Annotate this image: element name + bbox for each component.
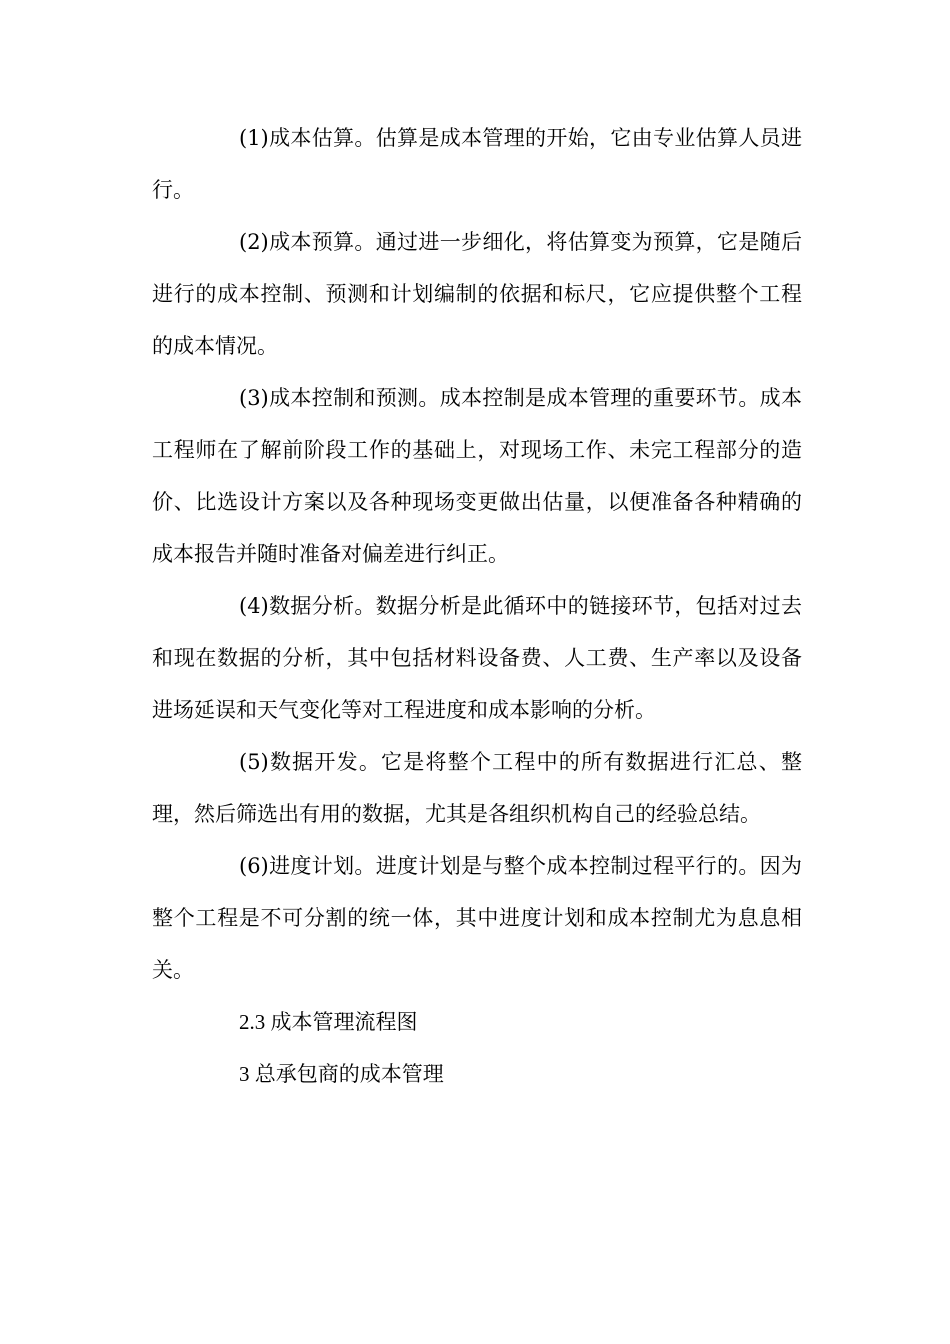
paragraph-cost-estimate: (1)成本估算。估算是成本管理的开始，它由专业估算人员进行。 [152,126,802,202]
section-heading-contractor: 3 总承包商的成本管理 [239,1062,444,1086]
document-body [152,112,802,1100]
paragraph-data-development: (5)数据开发。它是将整个工程中的所有数据进行汇总、整理，然后筛选出有用的数据，尤其是各组织机构自己的经验总结。 [152,750,802,826]
paragraph-data-analysis: (4)数据分析。数据分析是此循环中的链接环节，包括对过去和现在数据的分析，其中包括材料设备费、人工费、生产率以及设备进场延误和天气变化等对工程进度和成本影响的分析。 [152,594,802,722]
paragraph-cost-budget: (2)成本预算。通过进一步细化，将估算变为预算，它是随后进行的成本控制、预测和计划编制的依据和标尺，它应提供整个工程的成本情况。 [152,230,802,358]
paragraph-cost-control: (3)成本控制和预测。成本控制是成本管理的重要环节。成本工程师在了解前阶段工作的基础上，对现场工作、未完工程部分的造价、比选设计方案以及各种现场变更做出估量，以便准备各种精确的成本报告并随时准备对偏差进行纠正。 [152,386,802,566]
section-heading-flowchart: 2.3 成本管理流程图 [239,1010,418,1034]
paragraph-schedule: (6)进度计划。进度计划是与整个成本控制过程平行的。因为整个工程是不可分割的统一体，其中进度计划和成本控制尤为息息相关。 [152,854,802,982]
